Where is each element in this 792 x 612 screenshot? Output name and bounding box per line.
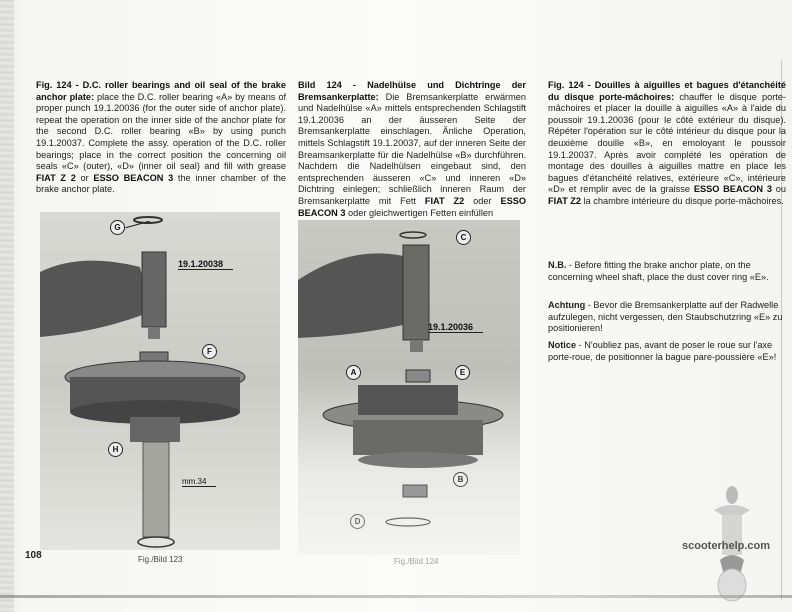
german-or: oder [464, 195, 501, 206]
callout-d: D [350, 514, 365, 529]
callout-b: B [453, 472, 468, 487]
figure-123-photo [40, 212, 280, 550]
note-german-lead: Achtung [548, 300, 586, 310]
page-number: 108 [25, 550, 42, 561]
watermark: scooterhelp.com [682, 540, 771, 552]
german-text-block [298, 80, 526, 219]
german-body-2: oder gleichwertigen Fetten einfüllen [345, 207, 494, 218]
callout-c: C [456, 230, 471, 245]
page-edge-shadow [0, 0, 14, 612]
english-text-block [36, 80, 286, 196]
note-english-text: - Before fitting the brake anchor plate, on the concerning wheel shaft, place the dust cover ring «E». [548, 260, 769, 282]
german-grease-2: ESSO BEACON 3 [298, 195, 526, 218]
french-body-2: la chambre intérieure du disque porte-mâchoires. [581, 195, 784, 206]
page-bottom-rule [0, 595, 792, 598]
english-grease-2: ESSO BEACON 3 [93, 172, 174, 183]
callout-a: A [346, 365, 361, 380]
french-text-block [548, 80, 786, 208]
english-or: or [75, 172, 94, 183]
german-title: Bild 124 - Nadelhülse und Dichtringe der Bremsankerplatte: [298, 80, 526, 102]
figure-123-caption: Fig./Bild 123 [138, 555, 183, 564]
dimension-label: mm.34 [182, 477, 216, 487]
callout-e: E [455, 365, 470, 380]
note-english-lead: N.B. [548, 260, 567, 270]
french-grease-2: FIAT Z2 [548, 195, 582, 206]
english-title: Fig. 124 - D.C. roller bearings and oil seal of the brake anchor plate: [36, 80, 286, 102]
english-body-1: place the D.C. roller bearing «A» by means of proper punch 19.1.20036 (for the outer side of anchor plate). repeat the operation on the inner side of the anchor plate for the second D.C. roller bearing «B» by using punch 19.1.20037. Complete the assy. operation of the D.C. roller bearings; place in the correct position the concerning oil seals «C» (outer), «D» (inner oil seal) and fill with grease [36, 91, 286, 172]
french-title: Fig. 124 - Douilles à aiguilles et bagues d'étanchéité du disque porte-mâchoires: [548, 80, 786, 102]
note-german-text: - Bevor die Bremsankerplatte auf der Radwelle aufzulegen, nicht vergessen, den Staubschutzring «E» zu positionieren! [548, 300, 783, 334]
french-or: ou [771, 184, 786, 195]
figure-124-caption: Fig./Bild 124 [394, 557, 439, 566]
english-body-2: the inner chamber of the brake anchor plate. [36, 172, 287, 195]
callout-g: G [110, 220, 125, 235]
tool-number-19-1-20036: 19.1.20036 [428, 322, 483, 333]
tool-number-19-1-20038: 19.1.20038 [178, 259, 233, 270]
note-french [548, 340, 786, 363]
figure-124-photo [298, 220, 520, 555]
german-body-1: Die Bremsankerplatte erwärmen und Nadelhülse «A» mittels entsprechenden Schlagstift 19.1.20036 an der äusseren Seite der Bremsankerplatte einschlagen. Änliche Operation, mittels Schlagstift 19.1.20037, auf der inneren Seite der Breamsankerplatte für die Nadelhülse «B» durchführen. Nachdem die Nadelhülsen eingebaut sind, den entsprechenden äusseren «C» und inneren «D» Dichtring einlegen; schließlich inneren Raum der Bremsankerplatte mit Fett [298, 91, 526, 206]
callout-f: F [202, 344, 217, 359]
note-english [548, 260, 786, 283]
brake-plate-punch-illustration [40, 212, 280, 550]
french-grease-1: ESSO BEACON 3 [693, 184, 772, 195]
note-french-text: - N'oubliez pas, avant de poser le roue sur l'axe porte-roue, de positionner la bague pare-poussière «E»! [548, 340, 777, 362]
english-grease-1: FIAT Z 2 [36, 172, 76, 183]
callout-h: H [108, 442, 123, 457]
german-grease-1: FIAT Z2 [424, 195, 465, 206]
note-german [548, 300, 786, 335]
needle-bearing-punch-illustration [298, 220, 520, 555]
french-body-1: chauffer le disque porte-mâchoires et placer la douille à aiguilles «A» à l'aide du poussoir 19.1.20036 (pour le côté extérieur du disque). Répéter l'opération sur le côté intérieur du disque pour la deuxième douille «B», en emoloyant le poussoir 19.1.20037. Après avoir complété les opération de montage des douilles à aiguilles mattre en place les bagues d'étanchéité relatives, extérieure «C», intérieure «D» et remplir avec de la graisse [548, 91, 786, 195]
note-french-lead: Notice [548, 340, 577, 350]
